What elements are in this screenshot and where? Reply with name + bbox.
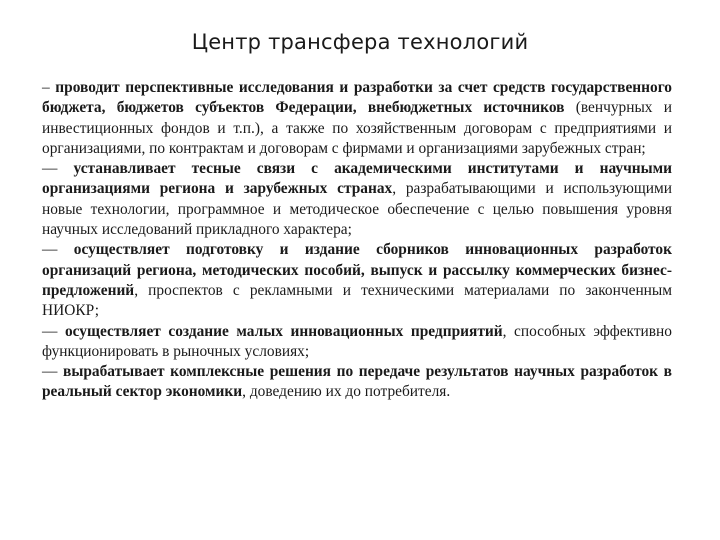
paragraph-text: , проспектов с рекламными и техническими материалами по законченным НИОКР; xyxy=(42,281,672,320)
paragraph-dash: – xyxy=(42,79,56,96)
paragraph-text: , разрабатывающими и использующими новые технологии, программное и методическое обеспечение с целью повышения уровня научных исследований прикладного характера; xyxy=(42,180,672,239)
paragraph-text: (венчурных и инвестиционных фондов и т.п.), а также по хозяйственным договорам с предприятиями и организациями, по контрактам и договорам с фирмами и организациями зарубежных стран; xyxy=(42,99,672,157)
paragraph-connections xyxy=(42,159,672,240)
paragraph-dash: — xyxy=(42,363,64,381)
paragraph-dash: — xyxy=(42,241,74,259)
paragraph-bold-text: осуществляет подготовку и издание сборников инновационных разработок организаций региона, методических пособий, выпуск и рассылку коммерческих бизнес-предложений xyxy=(42,241,672,299)
paragraph-solutions xyxy=(42,362,672,403)
paragraph-bold-text: осуществляет создание малых инновационных предприятий xyxy=(64,322,503,340)
paragraph-dash: — xyxy=(42,160,74,178)
slide-title: Центр трансфера технологий xyxy=(191,30,529,54)
paragraph-bold-text: вырабатывает комплексные решения по передаче результатов научных разработок в реальный сектор экономики xyxy=(42,363,672,401)
paragraph-bold-text: устанавливает тесные связи с академическими институтами и научными организациями региона и зарубежных странах xyxy=(42,160,672,198)
paragraph-dash: — xyxy=(42,322,65,340)
paragraph-publications xyxy=(42,240,672,321)
paragraph-research xyxy=(42,78,672,159)
paragraph-text: , доведению их до потребителя. xyxy=(242,383,451,401)
paragraph-text: , способных эффективно функционировать в рыночных условиях; xyxy=(42,322,672,360)
slide-body xyxy=(42,78,672,403)
paragraph-small-enterprises xyxy=(42,322,672,363)
paragraph-bold-text: проводит перспективные исследования и разработки за счет средств государственного бюджета, бюджетов субъектов Федерации, внебюджетных источников xyxy=(42,79,673,117)
